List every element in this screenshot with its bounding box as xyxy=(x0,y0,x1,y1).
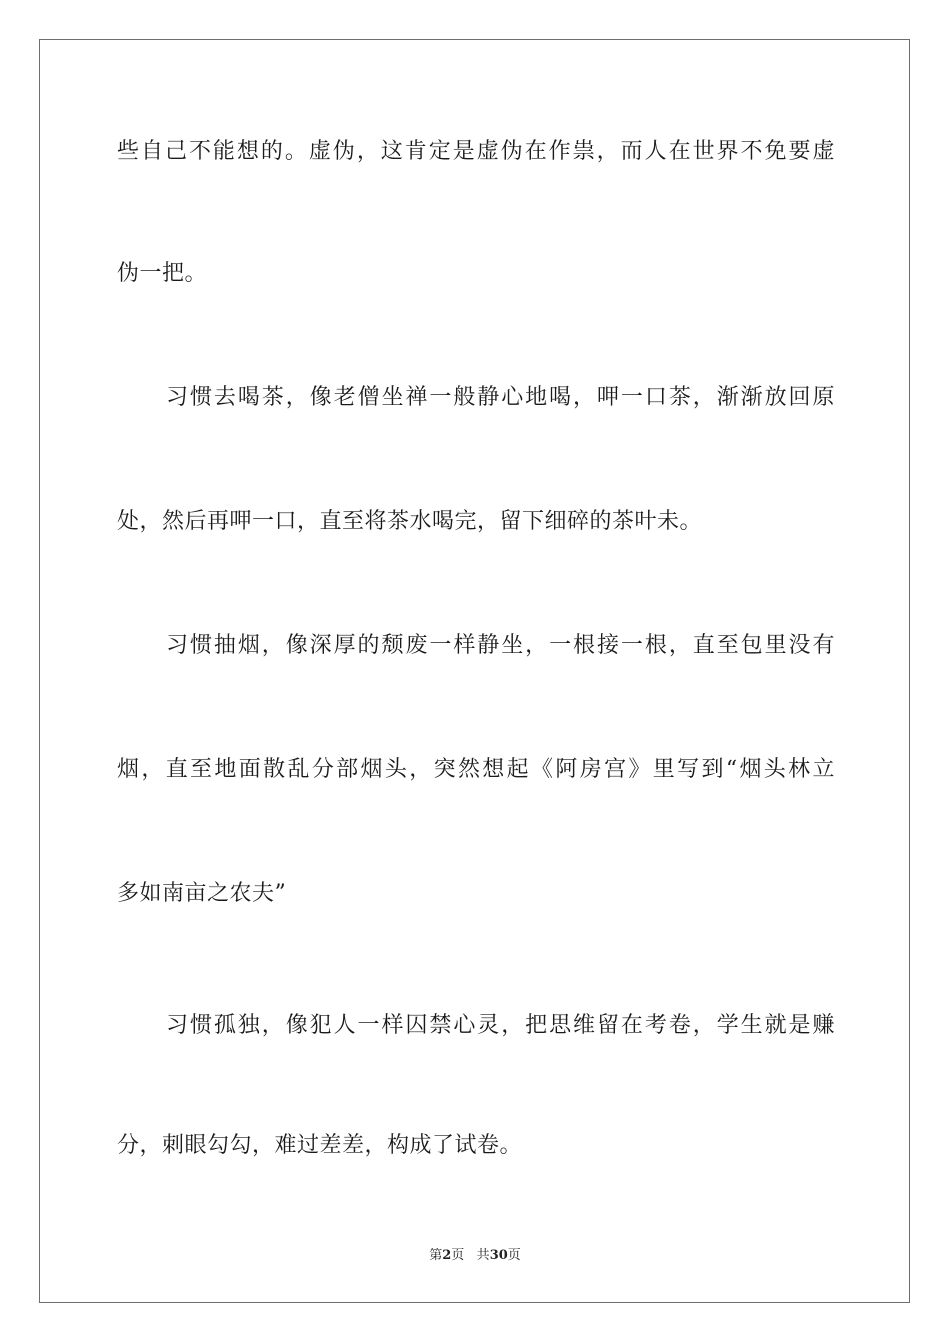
text-line: 分，刺眼勾勾，难过差差，构成了试卷。 xyxy=(117,1133,523,1158)
text-line: 多如南亩之农夫” xyxy=(117,881,287,906)
page-number: 2 xyxy=(442,1248,452,1263)
page-border xyxy=(39,39,910,1303)
page-suffix: 页 xyxy=(451,1248,465,1263)
text-line: 习惯孤独，像犯人一样囚禁心灵，把思维留在考卷，学生就是赚 xyxy=(166,1013,835,1038)
page-prefix: 第 xyxy=(429,1248,443,1263)
text-line: 伪一把。 xyxy=(117,261,208,286)
total-pages: 30 xyxy=(489,1248,508,1263)
total-prefix: 共 xyxy=(476,1248,490,1263)
text-line: 些自己不能想的。虚伪，这肯定是虚伪在作祟，而人在世界不免要虚 xyxy=(117,139,835,164)
text-line: 习惯抽烟，像深厚的颓废一样静坐，一根接一根，直至包里没有 xyxy=(166,633,835,658)
page-footer xyxy=(0,1247,950,1265)
total-suffix: 页 xyxy=(507,1248,521,1263)
text-line: 处，然后再呷一口，直至将茶水喝完，留下细碎的茶叶未。 xyxy=(117,509,703,534)
text-line: 习惯去喝茶，像老僧坐禅一般静心地喝，呷一口茶，渐渐放回原 xyxy=(166,385,835,410)
text-line: 烟，直至地面散乱分部烟头，突然想起《阿房宫》里写到“烟头林立 xyxy=(117,757,835,782)
